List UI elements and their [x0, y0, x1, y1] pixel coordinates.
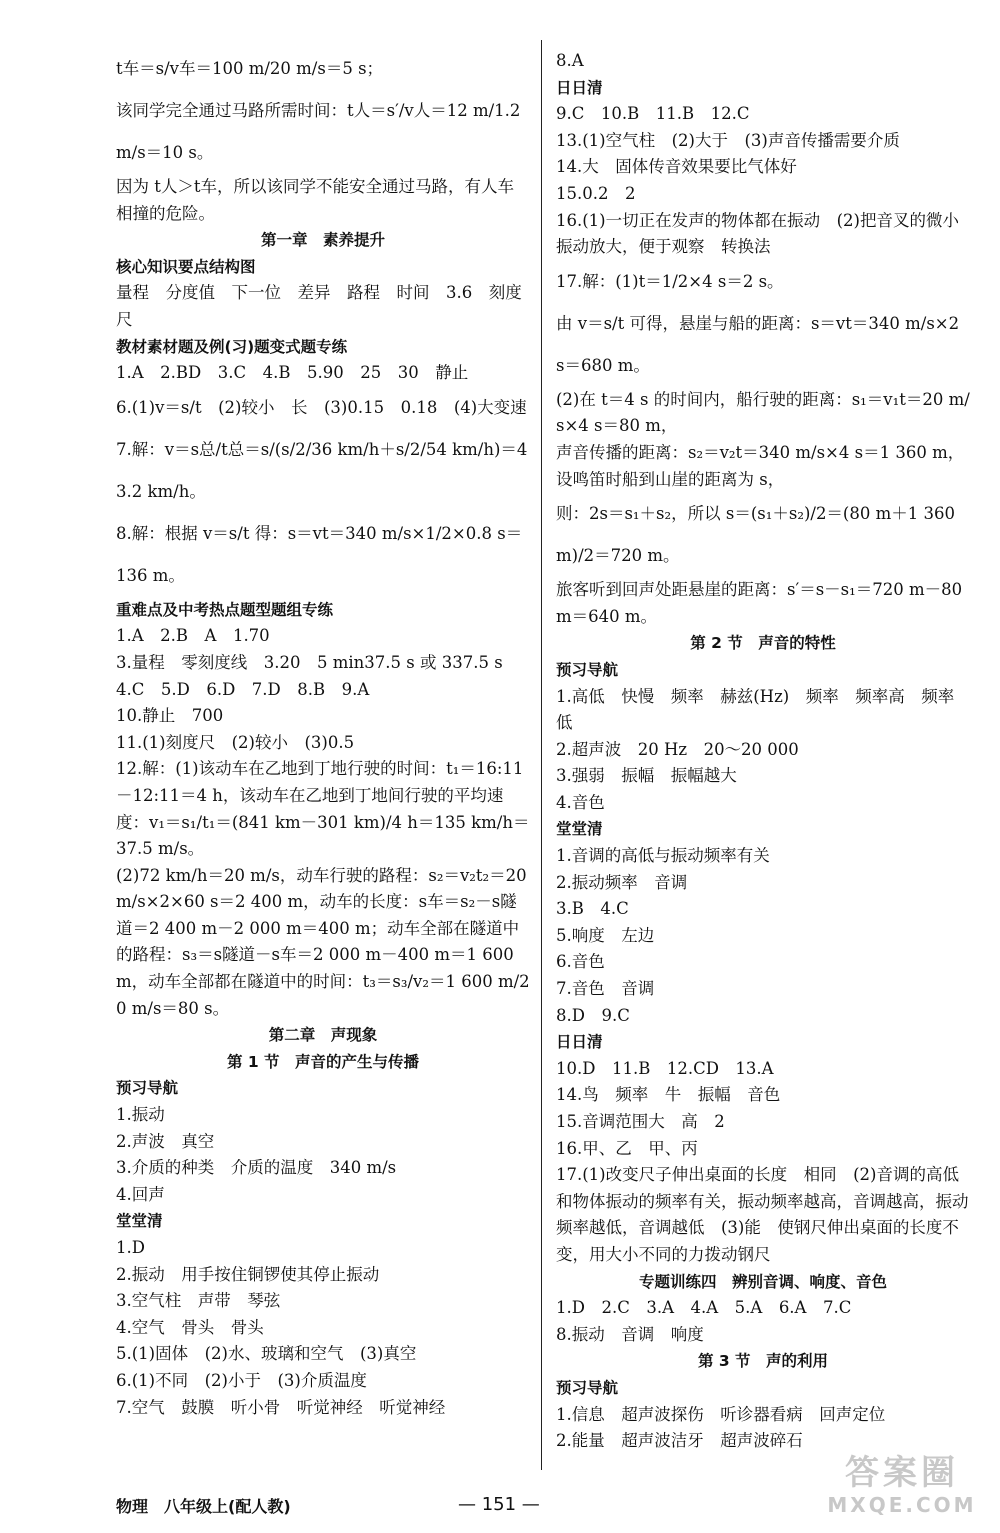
- answer-line: 1.信息 超声波探伤 听诊器看病 回声定位: [556, 1404, 886, 1424]
- answer-line: (2)72 km/h＝20 m/s，动车行驶的路程：s₂＝v₂t₂＝20 m/s×2×60 s＝2 400 m，动车的长度：s车＝s₂－s隧道＝2 400 m－2 000 m＝400 m；动车全部在隧道中的路程：s₃＝s隧道－s车＝2 000 m－400 m＝1 600 m，动车全部都在隧道中的时间：t₃＝s₃/v₂＝1 600 m/20 m/s＝80 s。: [116, 865, 532, 1018]
- answer-line: 1.D 2.C 3.A 4.A 5.A 6.A 7.C: [556, 1298, 852, 1318]
- answer-line: 1.高低 快慢 频率 赫兹(Hz) 频率 频率高 频率低: [556, 686, 955, 733]
- answer-line: 7.解：v＝s总/t总＝s/(s/2/36 km/h＋s/2/54 km/h)＝43.2 km/h。: [116, 439, 528, 501]
- answer-line: 1.A 2.BD 3.C 4.B 5.90 25 30 静止: [116, 363, 469, 383]
- answer-line: 3.B 4.C: [556, 899, 629, 919]
- answer-line: 7.音色 音调: [556, 979, 655, 999]
- section-heading: 预习导航: [556, 1378, 619, 1397]
- answer-line: 量程 分度值 下一位 差异 路程 时间 3.6 刻度尺: [116, 283, 522, 329]
- answer-line: 7.空气 鼓膜 听小骨 听觉神经 听觉神经: [116, 1397, 446, 1417]
- answer-line: 10.静止 700: [116, 706, 224, 726]
- answer-line: 3.空气柱 声带 琴弦: [116, 1291, 281, 1311]
- answer-line: 1.A 2.B A 1.70: [116, 626, 270, 646]
- section-heading: 重难点及中考热点题型题组专练: [116, 600, 334, 619]
- answer-line: 3.强弱 振幅 振幅越大: [556, 766, 737, 786]
- answer-line: 9.C 10.B 11.B 12.C: [556, 104, 750, 124]
- section-heading: 第二章 声现象: [268, 1026, 378, 1045]
- section-heading: 预习导航: [556, 660, 619, 679]
- watermark-bottom-text: MXQE.COM: [827, 1493, 977, 1517]
- answer-line: 由 v＝s/t 可得，悬崖与船的距离：s＝vt＝340 m/s×2 s＝680 m。: [556, 313, 965, 375]
- answer-line: 5.响度 左边: [556, 925, 655, 945]
- answer-line: 16.(1)一切正在发声的物体都在振动 (2)把音叉的微小振动放大，便于观察 转换法: [556, 210, 959, 257]
- answer-line: 2.声波 真空: [116, 1131, 215, 1151]
- section-heading: 日日清: [556, 78, 603, 97]
- answer-line: (2)在 t＝4 s 的时间内，船行驶的距离：s₁＝v₁t＝20 m/s×4 s＝80 m，: [556, 389, 970, 436]
- section-heading: 第 1 节 声音的产生与传播: [226, 1052, 420, 1071]
- answer-line: 1.振动: [116, 1105, 165, 1125]
- answer-line: 8.解：根据 v＝s/t 得：s＝vt＝340 m/s×1/2×0.8 s＝136 m。: [116, 523, 523, 585]
- answer-line: 6.音色: [556, 952, 605, 972]
- section-heading: 教材素材题及例(习)题变式题专练: [116, 337, 348, 356]
- answer-line: 4.音色: [556, 792, 605, 812]
- right-column: [556, 48, 970, 1455]
- answer-line: 17.(1)改变尺子伸出桌面的长度 相同 (2)音调的高低和物体振动的频率有关，振动频率越高，音调越高，振动频率越低，音调越低 (3)能 使钢尺伸出桌面的长度不变，用大小不同的力拨动钢尺: [556, 1165, 969, 1264]
- column-divider: [541, 40, 542, 1470]
- answer-line: 4.C 5.D 6.D 7.D 8.B 9.A: [116, 679, 370, 699]
- section-heading: 第 3 节 声的利用: [697, 1352, 829, 1371]
- answer-line: 2.能量 超声波洁牙 超声波碎石: [556, 1431, 803, 1451]
- section-heading: 第 2 节 声音的特性: [690, 634, 836, 653]
- watermark-top-text: 答案圈: [845, 1453, 959, 1493]
- answer-line: 5.(1)固体 (2)水、玻璃和空气 (3)真空: [116, 1344, 417, 1364]
- answer-line: 声音传播的距离：s₂＝v₂t＝340 m/s×4 s＝1 360 m，设鸣笛时船到山崖的距离为 s，: [556, 442, 965, 489]
- watermark-logo: [822, 1453, 982, 1523]
- answer-line: 14.鸟 频率 牛 振幅 音色: [556, 1085, 781, 1105]
- answer-line: 2.振动频率 音调: [556, 872, 688, 892]
- answer-line: 旅客听到回声处距悬崖的距离：s′＝s－s₁＝720 m－80 m＝640 m。: [556, 580, 968, 626]
- answer-line: 4.空气 骨头 骨头: [116, 1317, 264, 1337]
- section-heading: 核心知识要点结构图: [116, 257, 256, 276]
- answer-line: 11.(1)刻度尺 (2)较小 (3)0.5: [116, 732, 355, 752]
- section-heading: 预习导航: [116, 1079, 179, 1098]
- answer-line: 2.振动 用手按住铜锣使其停止振动: [116, 1264, 380, 1284]
- answer-line: t车＝s/v车＝100 m/20 m/s＝5 s；: [116, 59, 384, 78]
- answer-line: 6.(1)不同 (2)小于 (3)介质温度: [116, 1370, 367, 1390]
- answer-line: 15.0.2 2: [556, 183, 636, 203]
- answer-line: 1.音调的高低与振动频率有关: [556, 846, 770, 866]
- answer-line: 则：2s＝s₁＋s₂，所以 s＝(s₁＋s₂)/2＝(80 m＋1 360 m)/2＝720 m。: [556, 504, 961, 566]
- section-heading: 专题训练四 辨别音调、响度、音色: [638, 1272, 887, 1291]
- answer-line: 10.D 11.B 12.CD 13.A: [556, 1058, 774, 1078]
- answer-line: 8.D 9.C: [556, 1005, 630, 1025]
- section-heading: 第一章 素养提升: [260, 231, 385, 250]
- answer-line: 6.(1)v＝s/t (2)较小 长 (3)0.15 0.18 (4)大变速: [116, 397, 527, 417]
- answer-line: 13.(1)空气柱 (2)大于 (3)声音传播需要介质: [556, 130, 900, 150]
- answer-line: 该同学完全通过马路所需时间：t人＝s′/v人＝12 m/1.2 m/s＝10 s。: [116, 101, 526, 162]
- answer-line: 8.A: [556, 51, 584, 70]
- answer-line: 3.介质的种类 介质的温度 340 m/s: [116, 1158, 397, 1178]
- section-heading: 堂堂清: [556, 820, 603, 839]
- section-heading: 堂堂清: [116, 1212, 163, 1231]
- left-column: [116, 48, 530, 1421]
- footer-subject: 物理 八年级上(配人教): [116, 1497, 291, 1516]
- answer-line: 16.甲、乙 甲、丙: [556, 1138, 698, 1158]
- answer-line: 8.振动 音调 响度: [556, 1324, 704, 1344]
- answer-line: 12.解：(1)该动车在乙地到丁地行驶的时间：t₁＝16:11－12:11＝4 h，该动车在乙地到丁地间行驶的平均速度：v₁＝s₁/t₁＝(841 km－301 km)/4 h＝135 km/h＝37.5 m/s。: [116, 759, 530, 859]
- answer-line: 14.大 固体传音效果要比气体好: [556, 157, 797, 177]
- answer-line: 2.超声波 20 Hz 20～20 000: [556, 739, 799, 759]
- answer-line: 15.音调范围大 高 2: [556, 1112, 725, 1131]
- answer-line: 3.量程 零刻度线 3.20 5 min37.5 s 或 337.5 s: [116, 652, 503, 672]
- page-number: — 151 —: [458, 1494, 540, 1515]
- answer-line: 1.D: [116, 1238, 145, 1257]
- answer-line: 4.回声: [116, 1184, 165, 1204]
- section-heading: 日日清: [556, 1033, 603, 1052]
- answer-line: 因为 t人＞t车，所以该同学不能安全通过马路，有人车相撞的危险。: [116, 177, 515, 223]
- answer-line: 17.解：(1)t＝1/2×4 s＝2 s。: [556, 271, 784, 291]
